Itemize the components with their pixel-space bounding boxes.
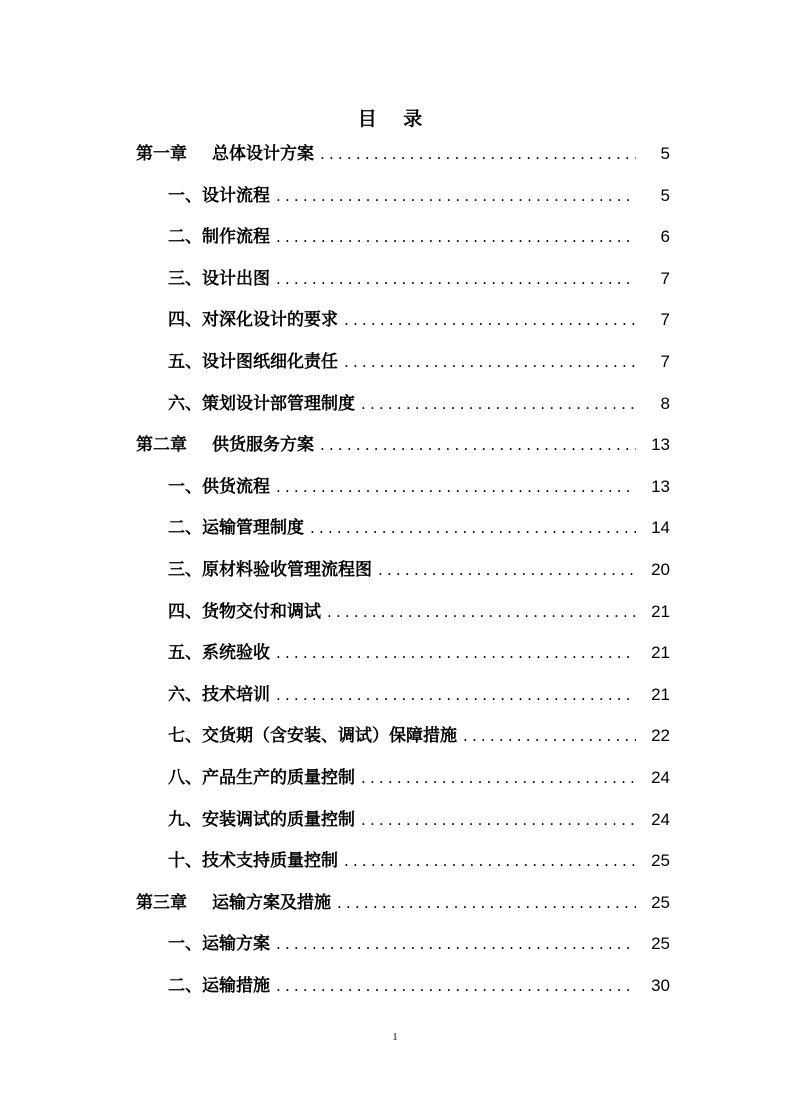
toc-dot-leader <box>344 848 636 874</box>
toc-entry-label <box>0 807 355 833</box>
toc-entry-text: 七、交货期（含安装、调试）保障措施 <box>168 726 457 747</box>
toc-page-number: 25 <box>651 851 670 871</box>
toc-section-entry[interactable] <box>0 183 790 209</box>
toc-page-number: 22 <box>651 726 670 746</box>
toc-entry-label <box>0 266 270 292</box>
toc-entry-text: 二、制作流程 <box>168 227 270 248</box>
toc-dot-leader <box>320 141 636 167</box>
toc-entry-text: 六、策划设计部管理制度 <box>168 393 355 414</box>
toc-entry-label <box>0 640 270 666</box>
toc-entry-text: 三、原材料验收管理流程图 <box>168 560 372 580</box>
toc-entry-label <box>0 141 314 167</box>
toc-chapter-entry[interactable] <box>0 432 790 458</box>
toc-entry-label <box>0 224 270 250</box>
toc-section-entry[interactable] <box>0 224 790 250</box>
toc-entry-text: 八、产品生产的质量控制 <box>168 768 355 788</box>
toc-entry-label <box>0 931 270 957</box>
toc-section-entry[interactable] <box>0 515 790 541</box>
toc-section-entry[interactable] <box>0 391 790 417</box>
toc-title: 目 录 <box>357 108 433 130</box>
toc-dot-leader <box>276 682 636 708</box>
toc-entry-label <box>0 349 338 375</box>
toc-dot-leader <box>276 266 636 292</box>
toc-page-number: 20 <box>651 560 670 579</box>
toc-page-number: 5 <box>660 185 670 205</box>
toc-dot-leader <box>463 723 636 749</box>
toc-entry-text: 运输方案及措施 <box>212 892 331 913</box>
toc-entry-label <box>0 890 331 916</box>
toc-entry-text: 一、运输方案 <box>168 934 270 955</box>
toc-chapter-entry[interactable] <box>0 890 790 916</box>
toc-entry-text: 二、运输管理制度 <box>168 518 304 539</box>
toc-entry-label <box>0 391 355 417</box>
toc-chapter-number: 第三章 <box>136 892 187 913</box>
toc-entry-text: 五、系统验收 <box>168 643 270 664</box>
toc-section-entry[interactable] <box>0 599 790 625</box>
toc-entry-label <box>0 474 270 500</box>
toc-entry-text: 总体设计方案 <box>212 144 314 164</box>
toc-entry-label <box>0 183 270 209</box>
toc-page-number: 21 <box>651 684 670 704</box>
toc-section-entry[interactable] <box>0 682 790 708</box>
toc-page-number: 25 <box>651 892 670 912</box>
toc-section-entry[interactable] <box>0 640 790 666</box>
toc-entry-text: 四、货物交付和调试 <box>168 601 321 622</box>
toc-section-entry[interactable] <box>0 266 790 292</box>
toc-entry-label <box>0 557 372 583</box>
toc-entry-label <box>0 848 338 874</box>
toc-section-entry[interactable] <box>0 848 790 874</box>
toc-section-entry[interactable] <box>0 474 790 500</box>
toc-page-number: 25 <box>651 934 670 954</box>
toc-dot-leader <box>327 599 636 625</box>
toc-section-entry[interactable] <box>0 307 790 333</box>
toc-page-number: 24 <box>651 809 670 829</box>
toc-page-number: 5 <box>660 144 670 163</box>
toc-chapter-number: 第一章 <box>136 144 187 164</box>
toc-entry-text: 四、对深化设计的要求 <box>168 310 338 331</box>
toc-page-number: 30 <box>651 976 670 995</box>
toc-entry-label <box>0 973 270 999</box>
toc-entry-text: 九、安装调试的质量控制 <box>168 809 355 830</box>
toc-section-entry[interactable] <box>0 723 790 749</box>
toc-dot-leader <box>310 515 636 541</box>
toc-page-number: 21 <box>651 601 670 621</box>
toc-entry-text: 十、技术支持质量控制 <box>168 851 338 872</box>
toc-entry-text: 五、设计图纸细化责任 <box>168 352 338 372</box>
toc-entry-label <box>0 682 270 708</box>
toc-dot-leader <box>344 349 636 375</box>
toc-section-entry[interactable] <box>0 557 790 583</box>
toc-dot-leader <box>276 474 636 500</box>
toc-dot-leader <box>276 973 636 999</box>
toc-page-number: 21 <box>651 643 670 663</box>
toc-page-number: 13 <box>651 435 670 455</box>
toc-entry-label <box>0 307 338 333</box>
toc-dot-leader <box>276 931 636 957</box>
toc-page-number: 8 <box>660 393 670 413</box>
toc-entry-text: 一、供货流程 <box>168 476 270 497</box>
toc-entry-label <box>0 765 355 791</box>
toc-page-number: 7 <box>660 310 670 330</box>
toc-dot-leader <box>378 557 636 583</box>
toc-page-number: 7 <box>660 268 670 288</box>
toc-section-entry[interactable] <box>0 765 790 791</box>
toc-chapter-entry[interactable] <box>0 141 790 167</box>
toc-page-number: 13 <box>651 476 670 496</box>
toc-page-number: 24 <box>651 768 670 787</box>
toc-entry-text: 供货服务方案 <box>212 435 314 456</box>
toc-dot-leader <box>337 890 636 916</box>
page-footer-number: 1 <box>392 1032 398 1043</box>
toc-section-entry[interactable] <box>0 973 790 999</box>
toc-dot-leader <box>361 807 636 833</box>
toc-dot-leader <box>276 183 636 209</box>
toc-section-entry[interactable] <box>0 349 790 375</box>
toc-dot-leader <box>361 391 636 417</box>
toc-dot-leader <box>276 224 636 250</box>
toc-entry-text: 二、运输措施 <box>168 976 270 996</box>
toc-entry-text: 三、设计出图 <box>168 268 270 289</box>
toc-section-entry[interactable] <box>0 807 790 833</box>
toc-page-number: 7 <box>660 352 670 371</box>
toc-section-entry[interactable] <box>0 931 790 957</box>
toc-chapter-number: 第二章 <box>136 435 187 456</box>
toc-entry-text: 一、设计流程 <box>168 185 270 206</box>
toc-page-number: 6 <box>660 227 670 247</box>
toc-entry-text: 六、技术培训 <box>168 684 270 705</box>
toc-page-number: 14 <box>651 518 670 538</box>
toc-entry-label <box>0 515 304 541</box>
toc-dot-leader <box>276 640 636 666</box>
toc-entry-label <box>0 432 314 458</box>
toc-dot-leader <box>361 765 636 791</box>
toc-dot-leader <box>344 307 636 333</box>
toc-entry-label <box>0 599 321 625</box>
toc-entry-label <box>0 723 457 749</box>
toc-dot-leader <box>320 432 636 458</box>
